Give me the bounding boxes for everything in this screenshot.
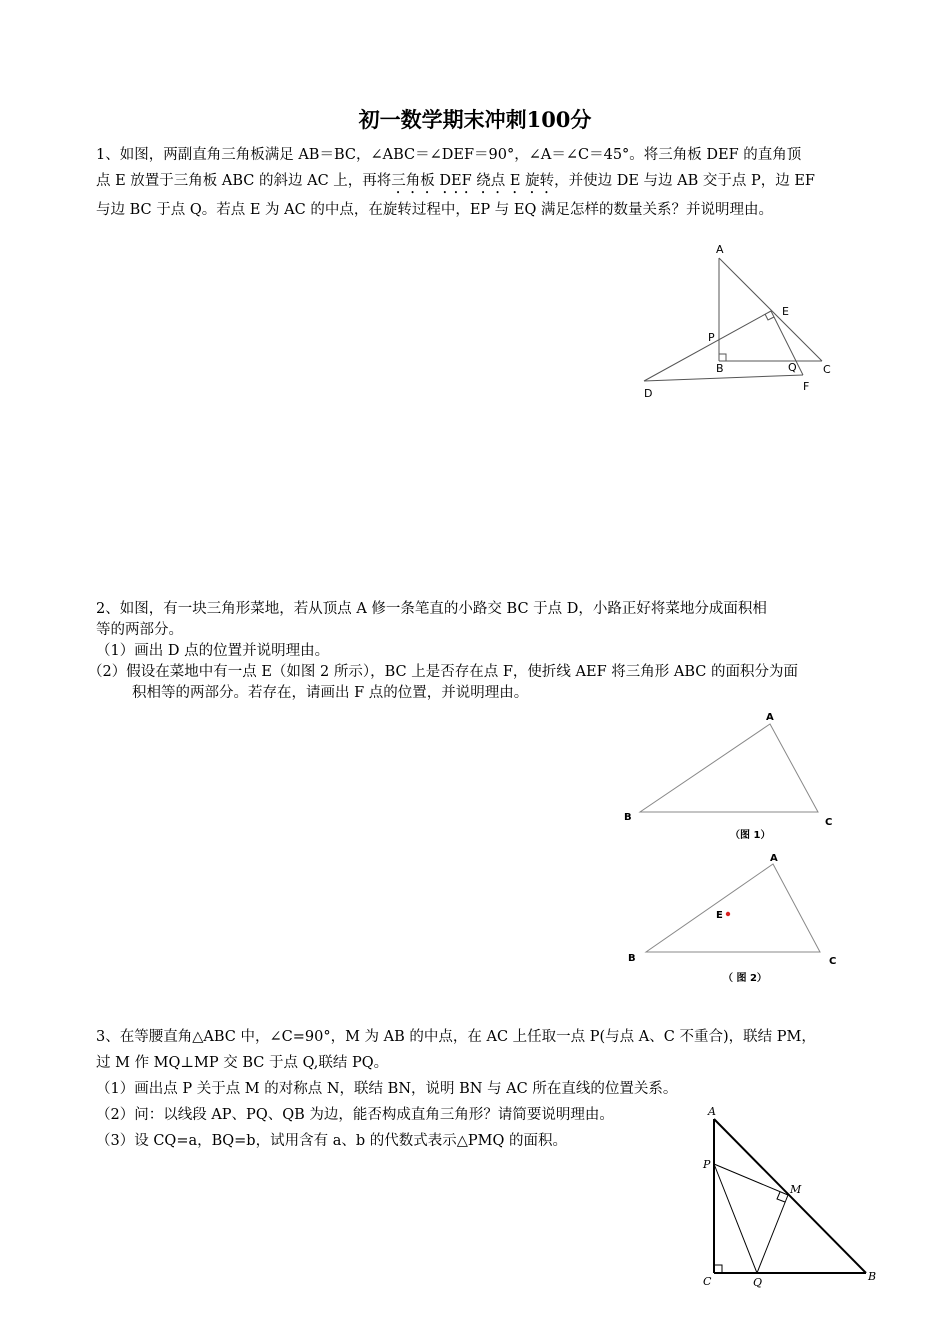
q2-line-2: 等的两部分。 bbox=[96, 622, 183, 638]
q2-fig1-triangle bbox=[640, 724, 818, 812]
q2-fig1-caption: （图 1） bbox=[730, 830, 771, 841]
q1-line-2 bbox=[96, 168, 856, 197]
q3-sub-2: （2）问：以线段 AP、PQ、QB 为边，能否构成直角三角形？请简要说明理由。 bbox=[96, 1107, 614, 1123]
q3-sub-1: （1）画出点 P 关于点 M 的对称点 N，联结 BN，说明 BN 与 AC 所在直线的位置关系。 bbox=[96, 1081, 678, 1097]
question-2-text bbox=[88, 599, 856, 704]
q1-line-2a: 点 E 放置于三角板 ABC 的斜边 AC 上，再将 bbox=[96, 173, 392, 189]
q3-sub-3: （3）设 CQ=a，BQ=b，试用含有 a、b 的代数式表示△PMQ 的面积。 bbox=[96, 1133, 567, 1149]
q2-line-1: 2、如图，有一块三角形菜地，若从顶点 A 修一条笔直的小路交 BC 于点 D，小路正好将菜地分成面积相 bbox=[96, 601, 767, 617]
q3-line-2: 过 M 作 MQ⊥MP 交 BC 于点 Q,联结 PQ。 bbox=[96, 1055, 389, 1071]
q2-sub-2a: （2）假设在菜地中有一点 E（如图 2 所示），BC 上是否存在点 F，使折线 AEF 将三角形 ABC 的面积分为面 bbox=[88, 664, 798, 680]
q1-line-3: 与边 BC 于点 Q。若点 E 为 AC 的中点，在旋转过程中，EP 与 EQ 满足怎样的数量关系？并说明理由。 bbox=[96, 202, 773, 218]
q3-label-b: B bbox=[868, 1270, 877, 1283]
q2-fig1-label-a: A bbox=[766, 712, 774, 723]
q1-label-e: E bbox=[782, 305, 789, 318]
q3-right-angle-c bbox=[714, 1265, 722, 1273]
q2-fig1-label-c: C bbox=[825, 817, 833, 828]
q2-fig2-label-e: E bbox=[716, 910, 723, 921]
q1-label-b: B bbox=[716, 362, 724, 375]
q3-figure bbox=[700, 1105, 890, 1290]
q2-fig2-label-c: C bbox=[829, 956, 837, 967]
q1-segment-de bbox=[644, 311, 771, 381]
q1-label-d: D bbox=[644, 387, 653, 400]
q2-figure-2 bbox=[620, 850, 850, 985]
q1-emphasis-text: 三角板 DEF 绕点 E 旋转 bbox=[391, 173, 555, 189]
q2-fig2-caption: （ 图 2） bbox=[723, 973, 767, 984]
q2-sub-2b: 积相等的两部分。若存在，请画出 F 点的位置，并说明理由。 bbox=[132, 685, 529, 701]
q3-segment-pq bbox=[714, 1164, 757, 1273]
q3-label-q: Q bbox=[753, 1276, 763, 1289]
q1-label-p: P bbox=[708, 331, 715, 344]
q1-line-1: 1、如图，两副直角三角板满足 AB＝BC，∠ABC＝∠DEF＝90°，∠A＝∠C＝45°。将三角板 DEF 的直角顶 bbox=[96, 147, 802, 163]
question-1-text bbox=[96, 142, 856, 223]
q1-line-2b: ，并使边 DE 与边 AB 交于点 P，边 EF bbox=[554, 173, 815, 189]
q3-segment-pm bbox=[714, 1164, 788, 1195]
q1-label-q: Q bbox=[788, 361, 797, 374]
q3-label-p: P bbox=[703, 1158, 711, 1171]
q2-fig2-point-e bbox=[726, 912, 730, 916]
page-title: 初一数学期末冲刺100分 bbox=[358, 107, 592, 132]
q1-segment-df bbox=[644, 375, 803, 381]
q3-segment-ab bbox=[714, 1119, 866, 1273]
q2-figure-1 bbox=[620, 710, 850, 845]
q2-fig2-label-a: A bbox=[770, 853, 778, 864]
q1-segment-ef bbox=[771, 311, 803, 375]
q1-label-c: C bbox=[823, 363, 831, 376]
q1-figure bbox=[630, 240, 850, 405]
q1-right-angle-b bbox=[719, 354, 726, 361]
q1-segment-ac bbox=[719, 258, 822, 361]
q3-label-a: A bbox=[708, 1105, 716, 1118]
q1-label-a: A bbox=[716, 243, 724, 256]
q2-fig2-label-b: B bbox=[628, 953, 636, 964]
q2-fig2-triangle bbox=[646, 864, 820, 952]
q3-label-c: C bbox=[703, 1275, 712, 1288]
q3-label-m: M bbox=[790, 1183, 802, 1196]
q3-segment-mq bbox=[757, 1195, 788, 1273]
q3-line-1: 3、在等腰直角△ABC 中，∠C=90°，M 为 AB 的中点，在 AC 上任取一点 P(与点 A、C 不重合)，联结 PM， bbox=[96, 1029, 816, 1045]
q2-sub-1: （1）画出 D 点的位置并说明理由。 bbox=[96, 643, 330, 659]
q1-label-f: F bbox=[803, 380, 810, 393]
q2-fig1-label-b: B bbox=[624, 812, 632, 823]
